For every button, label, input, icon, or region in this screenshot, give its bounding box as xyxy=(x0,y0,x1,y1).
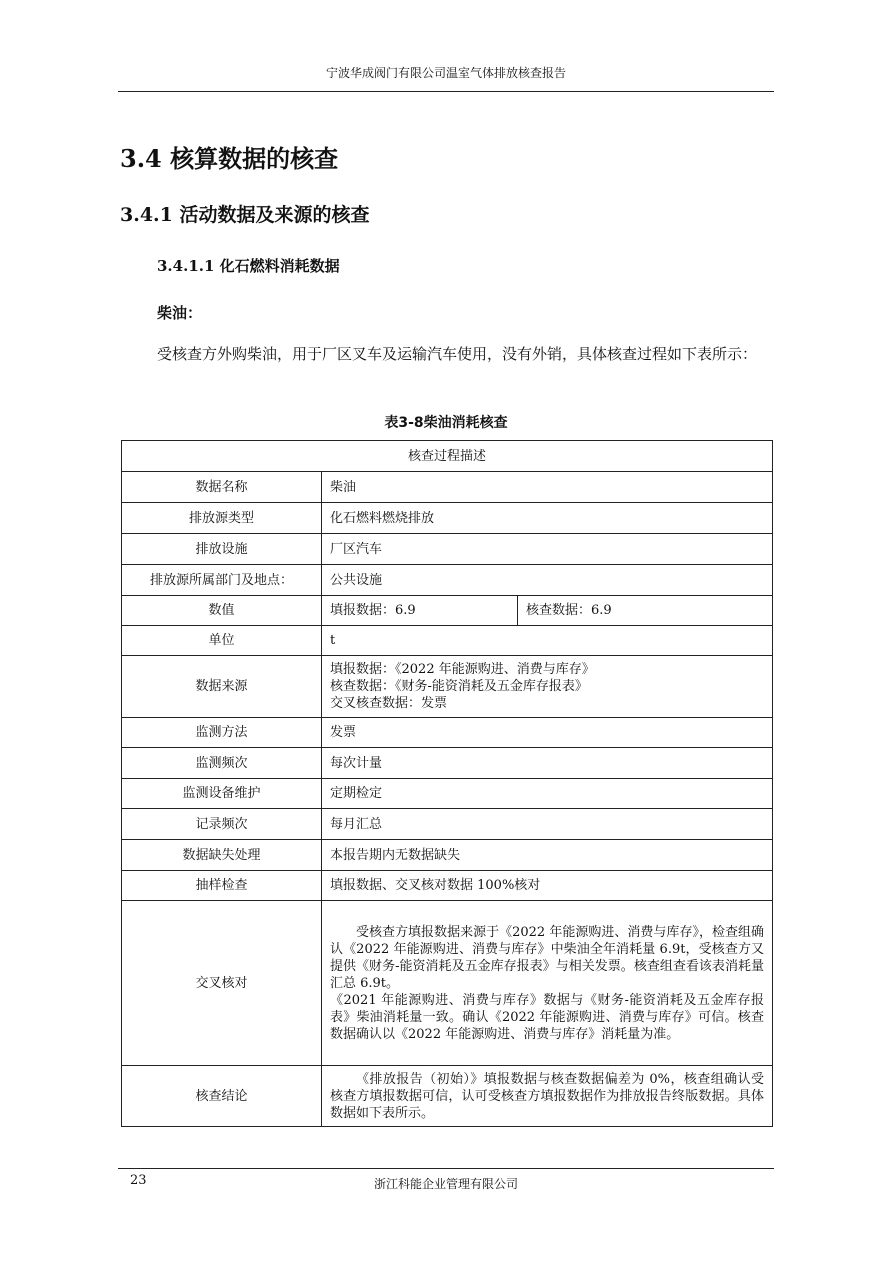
table-row xyxy=(122,748,773,779)
table-header-row xyxy=(122,441,773,472)
data-source-line: 交叉核查数据：发票 xyxy=(330,696,448,711)
row-value: 定期检定 xyxy=(322,779,773,809)
row-label: 数据名称 xyxy=(122,472,322,503)
reported-value: 填报数据：6.9 xyxy=(322,596,518,626)
page-header: 宁波华成阀门有限公司温室气体排放核查报告 xyxy=(325,66,566,80)
subsubsection-heading: 3.4.1.1 化石燃料消耗数据 xyxy=(157,257,340,275)
row-value: 公共设施 xyxy=(322,565,773,596)
table-row xyxy=(122,472,773,503)
row-label: 交叉核对 xyxy=(122,901,322,1066)
row-value: 化石燃料燃烧排放 xyxy=(322,503,773,534)
header-divider xyxy=(118,91,774,92)
table-row xyxy=(122,871,773,901)
row-value: t xyxy=(322,626,773,656)
data-source-line: 填报数据：《2022 年能源购进、消费与库存》 xyxy=(330,662,595,677)
page-number: 23 xyxy=(130,1173,147,1188)
conclusion-cell xyxy=(322,1066,773,1127)
row-value: 本报告期内无数据缺失 xyxy=(322,840,773,871)
table-row xyxy=(122,503,773,534)
conclusion-text: 《排放报告（初始）》填报数据与核查数据偏差为 0%，核查组确认受核查方填报数据可信，认可受核查方填报数据作为排放报告终版数据。具体数据如下表所示。 xyxy=(330,1071,764,1121)
table-row xyxy=(122,779,773,809)
row-label: 核查结论 xyxy=(122,1066,322,1127)
diesel-verification-table xyxy=(121,440,773,1127)
table-row xyxy=(122,809,773,840)
cross-check-paragraph: 《2021 年能源购进、消费与库存》数据与《财务-能资消耗及五金库存报表》柴油消耗量一致。确认《2022 年能源购进、消费与库存》可信。核查数据确认以《2022 年能源购进、消费与库存》消耗量为准。 xyxy=(330,992,764,1042)
table-row xyxy=(122,656,773,718)
row-label: 数据来源 xyxy=(122,656,322,718)
table-caption: 表3-8柴油消耗核查 xyxy=(384,415,508,431)
row-label: 单位 xyxy=(122,626,322,656)
subsection-heading: 3.4.1 活动数据及来源的核查 xyxy=(120,204,370,226)
row-label: 数值 xyxy=(122,596,322,626)
data-source-cell xyxy=(322,656,773,718)
data-source-line: 核查数据：《财务-能资消耗及五金库存报表》 xyxy=(330,679,588,694)
row-value: 发票 xyxy=(322,718,773,748)
row-label: 排放源类型 xyxy=(122,503,322,534)
verified-value: 核查数据：6.9 xyxy=(518,596,773,626)
table-row xyxy=(122,840,773,871)
row-value: 每次计量 xyxy=(322,748,773,779)
row-value: 填报数据、交叉核对数据 100%核对 xyxy=(322,871,773,901)
cross-check-paragraph: 受核查方填报数据来源于《2022 年能源购进、消费与库存》，检查组确认《2022 年能源购进、消费与库存》中柴油全年消耗量 6.9t，受核查方又提供《财务-能资消耗及五金库存报表》与相关发票。核查组查看该表消耗量汇总 6.9t。 xyxy=(330,924,764,991)
table-row xyxy=(122,565,773,596)
table-row xyxy=(122,718,773,748)
table-row xyxy=(122,626,773,656)
footer-divider xyxy=(118,1168,774,1169)
section-heading: 3.4 核算数据的核查 xyxy=(120,144,339,173)
table-row xyxy=(122,596,773,626)
row-label: 记录频次 xyxy=(122,809,322,840)
table-row xyxy=(122,534,773,565)
row-label: 抽样检查 xyxy=(122,871,322,901)
row-label: 数据缺失处理 xyxy=(122,840,322,871)
table-header-cell: 核查过程描述 xyxy=(122,441,773,472)
fuel-heading: 柴油： xyxy=(157,304,203,322)
row-value: 柴油 xyxy=(322,472,773,503)
row-value: 厂区汽车 xyxy=(322,534,773,565)
row-label: 排放源所属部门及地点： xyxy=(122,565,322,596)
row-label: 监测频次 xyxy=(122,748,322,779)
footer-company: 浙江科能企业管理有限公司 xyxy=(373,1177,518,1191)
cross-check-cell xyxy=(322,901,773,1066)
intro-paragraph: 受核查方外购柴油，用于厂区叉车及运输汽车使用，没有外销，具体核查过程如下表所示： xyxy=(157,345,758,363)
table-row xyxy=(122,901,773,1066)
row-label: 监测方法 xyxy=(122,718,322,748)
row-label: 监测设备维护 xyxy=(122,779,322,809)
row-label: 排放设施 xyxy=(122,534,322,565)
table-row xyxy=(122,1066,773,1127)
row-value: 每月汇总 xyxy=(322,809,773,840)
